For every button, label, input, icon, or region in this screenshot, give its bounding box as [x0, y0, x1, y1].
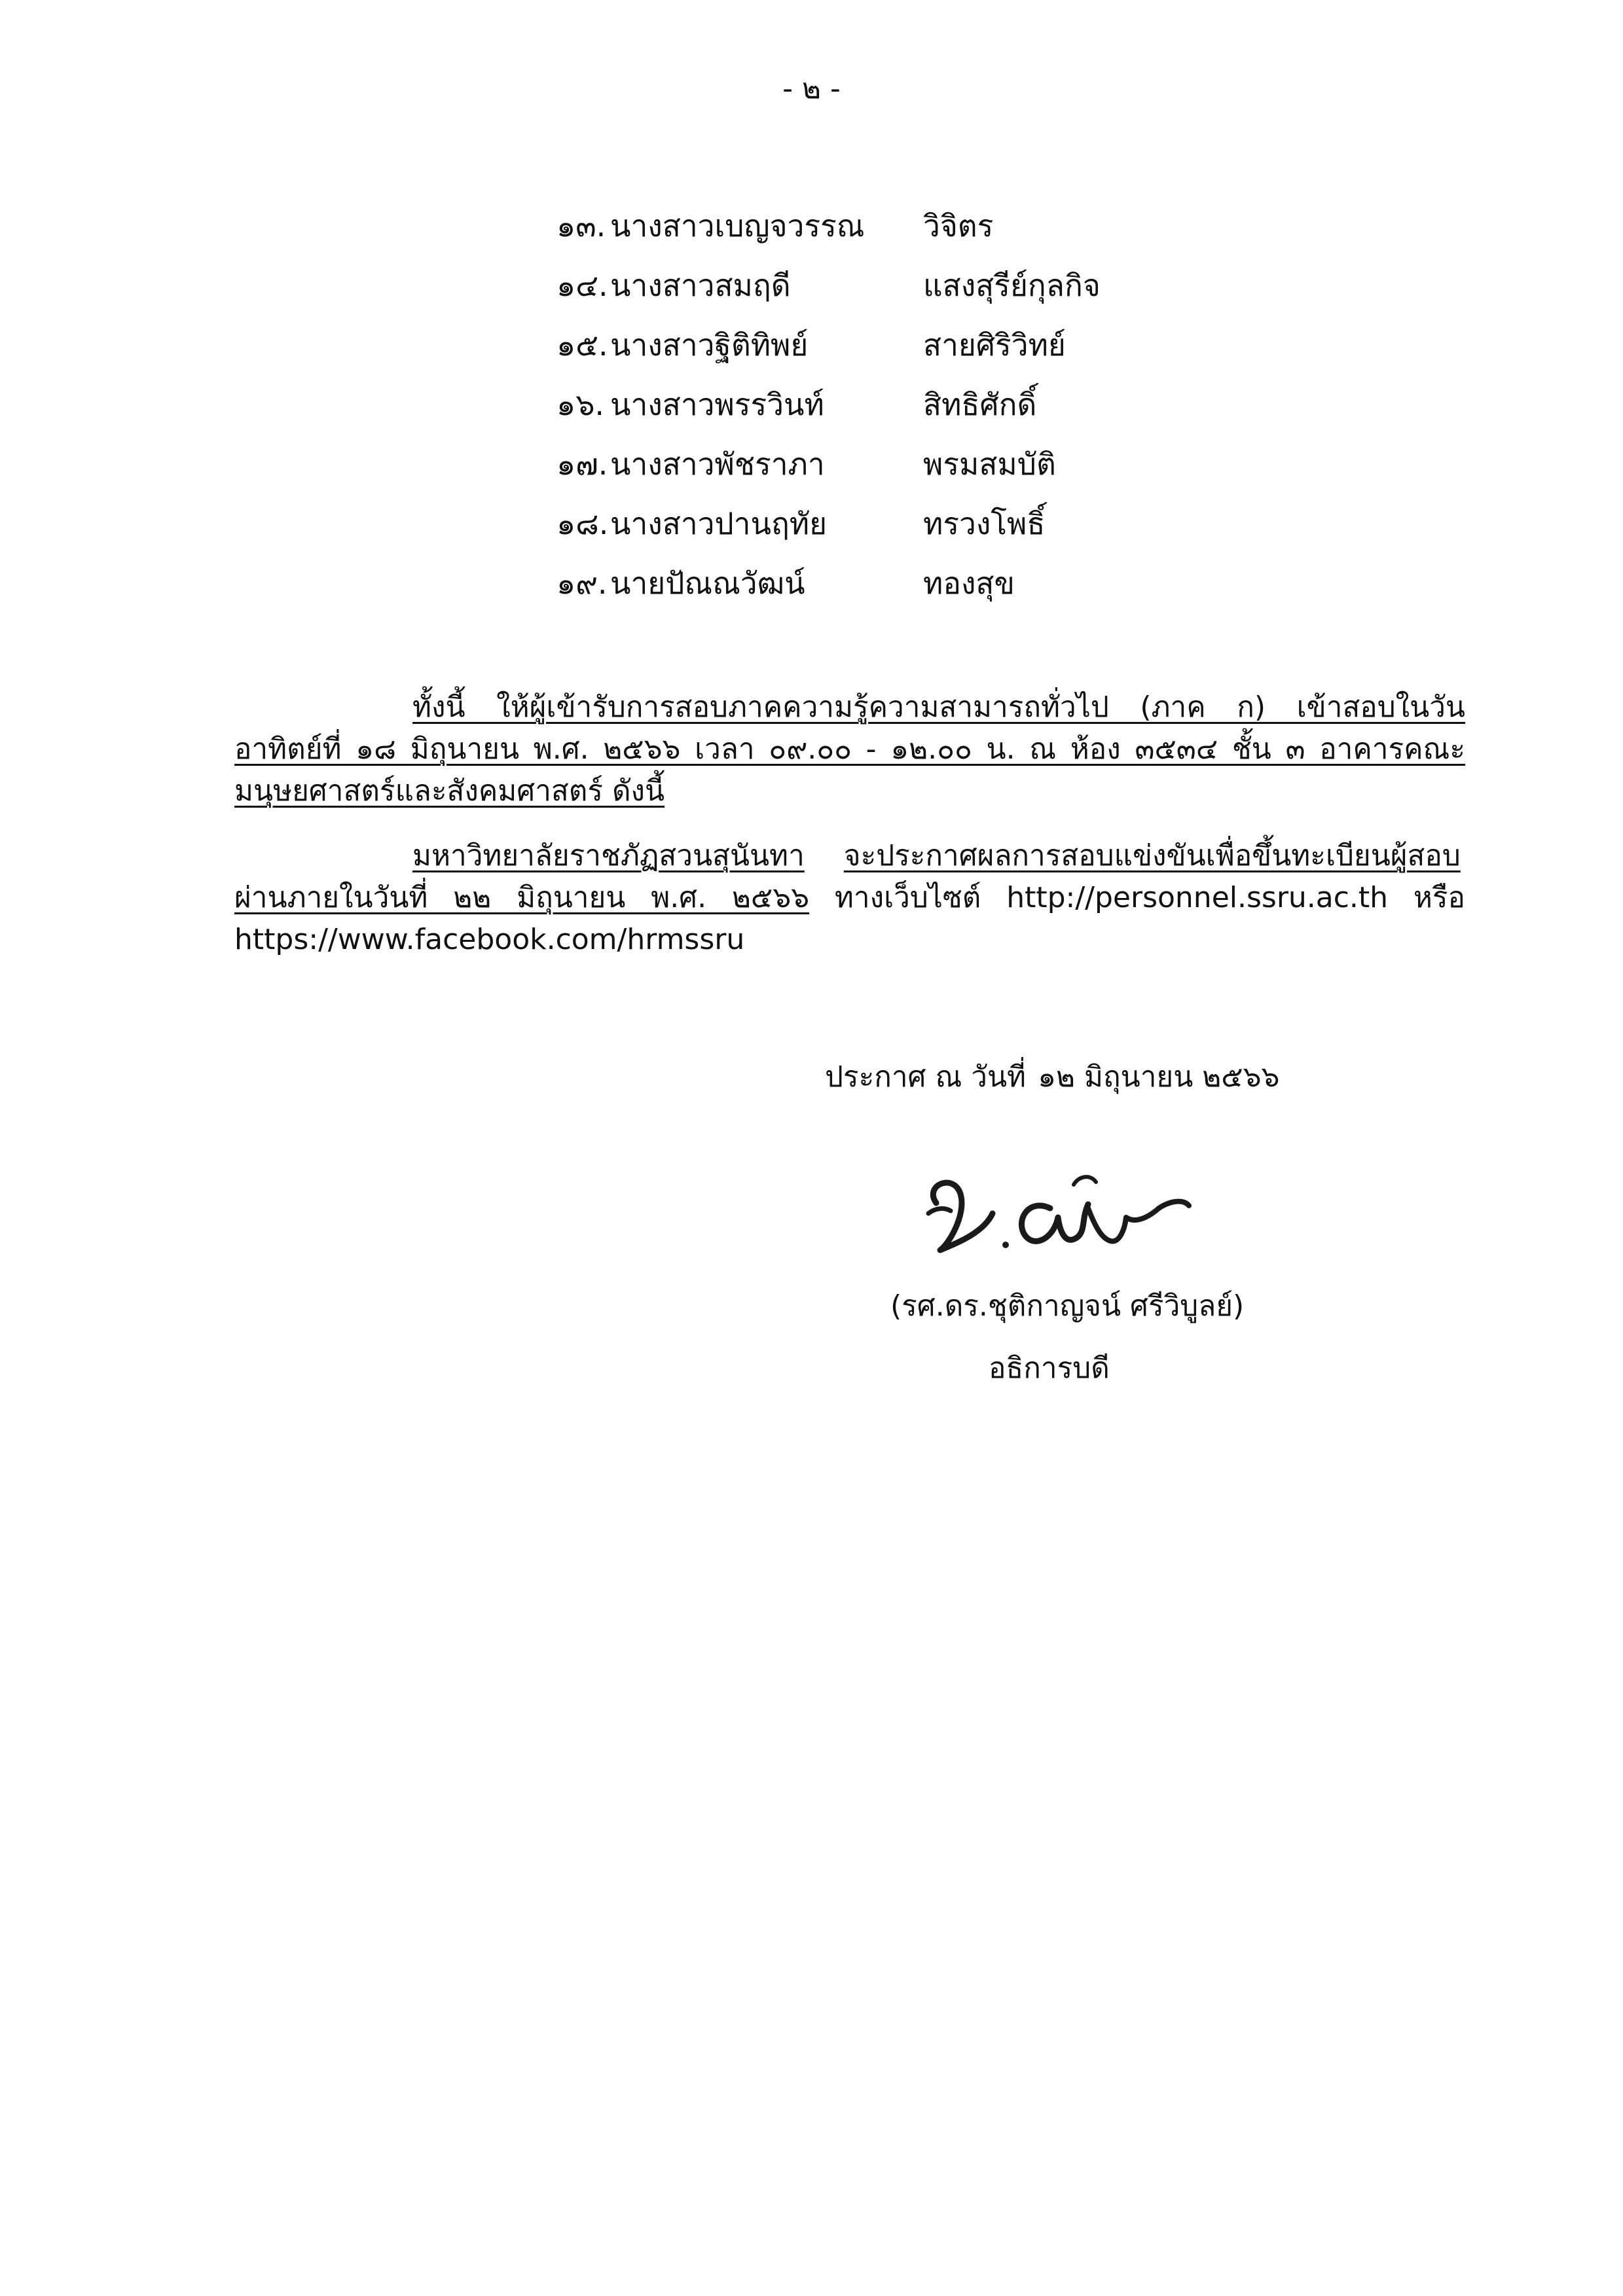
exam-schedule-text: ทั้งนี้ ให้ผู้เข้ารับการสอบภาคความรู้ความสามารถทั่วไป (ภาค ก) เข้าสอบในวันอาทิตย์ที่ ๑๘ มิถุนายน พ.ศ. ๒๕๖๖ เวลา ๐๙.๐๐ - ๑๒.๐๐ น. ณ ห้อง ๓๕๓๔ ชั้น ๓ อาคารคณะมนุษยศาสตร์และสังคมศาสตร์ ดังนี้ [234, 691, 1465, 808]
announcement-text: จะประกาศผลการสอบแข่งขันเพื่อขึ้นทะเบียนผู้สอบผ่านภายในวันที่ ๒๒ มิถุนายน พ.ศ. ๒๕๖๖ [234, 839, 1461, 914]
last-name: วิจิตร [923, 208, 994, 243]
last-name: พรมสมบัติ [923, 446, 1056, 482]
first-name: นายปัณณวัฒน์ [610, 565, 805, 601]
item-number: ๑๓. [556, 208, 606, 243]
last-name: สายศิริวิทย์ [923, 327, 1066, 363]
list-item [556, 554, 1211, 613]
item-number: ๑๙. [556, 565, 608, 601]
date-prefix: ประกาศ ณ วันที่ [825, 1060, 1027, 1094]
first-name: นางสาวพรรวินท์ [610, 387, 824, 422]
list-item [556, 494, 1211, 554]
first-name: นางสาวเบญจวรรณ [610, 208, 865, 243]
item-number: ๑๖. [556, 387, 605, 422]
list-item [556, 256, 1211, 315]
via-website-text: ทางเว็บไซต์ [834, 881, 981, 914]
page-number: - ๒ - [782, 72, 841, 105]
list-item [556, 435, 1211, 494]
first-name: นางสาวพัชราภา [610, 446, 825, 482]
or-text: หรือ [1413, 881, 1465, 914]
last-name: ทรวงโพธิ์ [923, 506, 1046, 541]
announcement-date [825, 1054, 1279, 1100]
first-name: นางสาวฐิติทิพย์ [610, 327, 809, 363]
list-item [556, 315, 1211, 375]
website-link[interactable]: http://personnel.ssru.ac.th [1006, 881, 1389, 914]
item-number: ๑๕. [556, 327, 608, 363]
date-value: ๑๒ มิถุนายน ๒๕๖๖ [1038, 1060, 1280, 1094]
signature-icon [910, 1145, 1198, 1289]
last-name: สิทธิศักดิ์ [923, 387, 1037, 422]
list-item [556, 196, 1211, 256]
last-name: แสงสุรีย์กุลกิจ [923, 268, 1101, 303]
item-number: ๑๘. [556, 506, 609, 541]
name-list [556, 196, 1211, 613]
results-announcement-paragraph [234, 835, 1465, 961]
signer-title: อธิการบดี [989, 1352, 1110, 1385]
item-number: ๑๔. [556, 268, 608, 303]
facebook-link[interactable]: https://www.facebook.com/hrmssru [234, 923, 745, 956]
item-number: ๑๗. [556, 446, 608, 482]
last-name: ทองสุข [923, 565, 1015, 601]
exam-schedule-paragraph [234, 687, 1465, 812]
signer-name: (รศ.ดร.ชุติกาญจน์ ศรีวิบูลย์) [890, 1289, 1245, 1323]
university-name: มหาวิทยาลัยราชภัฏสวนสุนันทา [412, 839, 805, 872]
first-name: นางสาวปานฤทัย [610, 506, 828, 541]
list-item [556, 375, 1211, 435]
first-name: นางสาวสมฤดี [610, 268, 791, 303]
